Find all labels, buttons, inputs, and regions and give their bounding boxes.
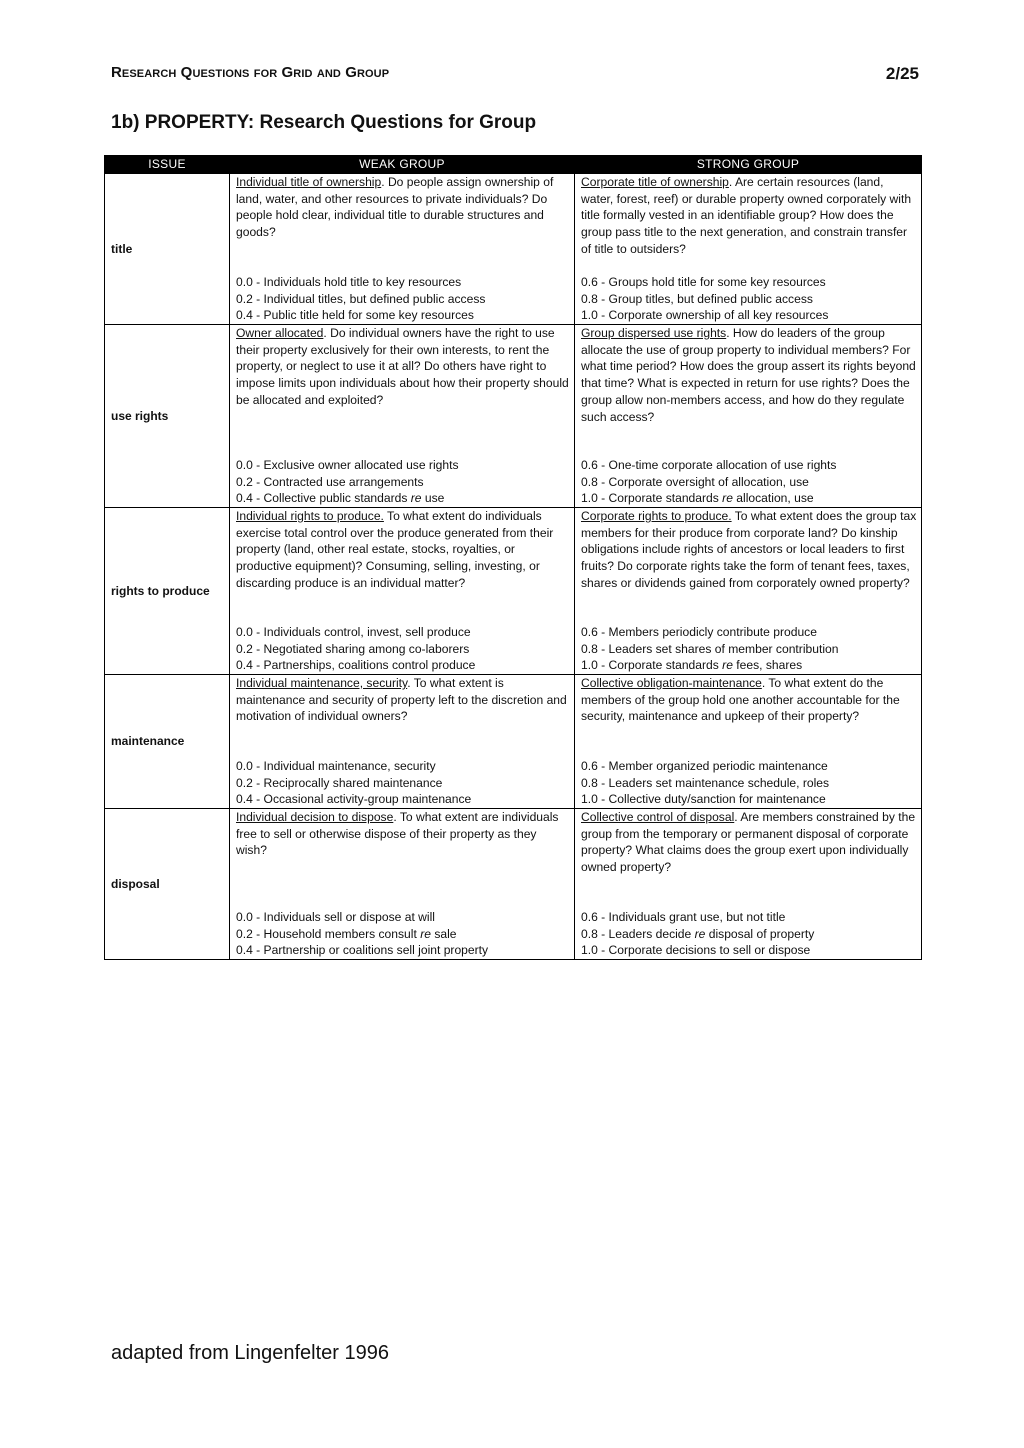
scoring-scale	[581, 758, 917, 808]
question-text: To what extent does the group tax members for their produce from corporate land? Do kinship obligations include rights of ancestors or local leaders to first fruits? Do corporate rights take the form of tenant fees, taxes, shares or dividends gained from corporately owned property?	[581, 509, 917, 590]
scoring-scale	[236, 457, 570, 507]
scale-item	[581, 942, 917, 959]
scale-item-text: 0.2 - Reciprocally shared maintenance	[236, 775, 443, 790]
issue-label: title	[111, 241, 133, 256]
research-question	[581, 325, 917, 425]
weak-group-cell	[230, 174, 575, 325]
scoring-scale	[236, 624, 570, 674]
scale-item	[581, 457, 917, 474]
question-heading: Collective control of disposal	[581, 810, 735, 824]
strong-group-cell	[575, 809, 922, 960]
scale-item-text: 0.4 - Collective public standards	[236, 491, 411, 506]
research-question	[236, 508, 570, 592]
scale-item-text: 1.0 - Collective duty/sanction for maintenance	[581, 792, 826, 807]
research-question	[581, 174, 917, 258]
scale-item-text: sale	[430, 926, 457, 941]
scale-item-italic: re	[420, 926, 431, 941]
scale-item	[236, 274, 570, 291]
weak-group-cell	[230, 809, 575, 960]
running-title: Research Questions for Grid and Group	[111, 64, 390, 81]
question-text: . How do leaders of the group allocate the use of group property to individual members? For what time period? How does the group assert its rights beyond that time? What is expected in return for use rights? Does the group allow non-members access, and how do they regulate such access?	[581, 326, 916, 424]
issue-cell	[105, 174, 230, 325]
column-header-weak-group: WEAK GROUP	[230, 156, 575, 174]
scale-item-text: 0.6 - Member organized periodic maintenance	[581, 758, 828, 773]
scale-item	[581, 624, 917, 641]
issue-label: use rights	[111, 408, 169, 423]
scale-item-text: 0.0 - Exclusive owner allocated use rights	[236, 457, 459, 472]
page-number: 2/25	[885, 64, 919, 83]
scale-item-text: 0.8 - Leaders set shares of member contribution	[581, 641, 839, 656]
scale-item-text: use	[421, 491, 445, 506]
table-row	[105, 174, 922, 325]
scale-item	[581, 474, 917, 491]
scale-item-text: 0.6 - One-time corporate allocation of use rights	[581, 457, 837, 472]
table-row	[105, 675, 922, 809]
scale-item-text: allocation, use	[732, 491, 814, 506]
question-text: . Do individual owners have the right to use their property exclusively for their own interests, to rent the property, or neglect to use it at all? Do others have right to impose limits upon individuals about how their property should be allocated and exploited?	[236, 326, 569, 407]
question-heading: Individual maintenance, security	[236, 676, 408, 690]
question-text: . To what extent is maintenance and security of property left to the discretion and motivation of individual owners?	[236, 676, 567, 724]
scale-item-italic: re	[694, 926, 706, 941]
source-citation: adapted from Lingenfelter 1996	[111, 1342, 389, 1364]
issue-cell	[105, 675, 230, 809]
scale-item	[581, 490, 917, 507]
scale-item-text: 0.0 - Individuals sell or dispose at will	[236, 909, 435, 924]
scale-item	[236, 474, 570, 491]
strong-group-cell	[575, 325, 922, 508]
scale-item	[581, 641, 917, 658]
issue-cell	[105, 508, 230, 675]
scale-item	[581, 657, 917, 674]
scale-item-text: 0.4 - Occasional activity-group maintenance	[236, 792, 472, 807]
question-heading: Corporate title of ownership	[581, 175, 729, 189]
scoring-scale	[581, 274, 917, 324]
scale-item-text: 0.6 - Individuals grant use, but not title	[581, 909, 786, 924]
scale-item	[581, 758, 917, 775]
question-heading: Collective obligation-maintenance	[581, 676, 762, 690]
weak-group-cell	[230, 675, 575, 809]
issue-label: disposal	[111, 876, 160, 891]
question-text: To what extent do individuals exercise total control over the produce generated from their property (land, other real estate, stocks, royalties, or productive equipment)? Consuming, selling, investing, or discarding produce is an individual matter?	[236, 509, 554, 590]
research-question	[581, 809, 917, 876]
scale-item	[581, 791, 917, 808]
issue-label: maintenance	[111, 734, 185, 749]
column-header-issue: ISSUE	[105, 156, 230, 174]
scale-item-text: 0.0 - Individual maintenance, security	[236, 758, 436, 773]
scale-item-text: 0.4 - Public title held for some key resources	[236, 308, 474, 323]
running-header	[111, 64, 919, 88]
scale-item-text: 0.4 - Partnerships, coalitions control produce	[236, 658, 476, 673]
weak-group-cell	[230, 508, 575, 675]
scale-item	[236, 307, 570, 324]
table-header-row	[105, 156, 922, 174]
scale-item	[581, 307, 917, 324]
scoring-scale	[581, 909, 917, 959]
question-text: . Are members constrained by the group from the temporary or permanent disposal of corporate property? What claims does the group exert upon individually owned property?	[581, 810, 916, 875]
scale-item-text: 1.0 - Corporate ownership of all key resources	[581, 308, 829, 323]
strong-group-cell	[575, 508, 922, 675]
scale-item-text: 0.0 - Individuals control, invest, sell produce	[236, 624, 471, 639]
scale-item	[236, 926, 570, 943]
strong-group-cell	[575, 675, 922, 809]
research-question	[236, 809, 570, 859]
issue-label: rights to produce	[111, 583, 210, 598]
scale-item-text: 0.4 - Partnership or coalitions sell joint property	[236, 943, 489, 958]
research-question	[581, 508, 917, 592]
question-heading: Individual title of ownership	[236, 175, 382, 189]
strong-group-cell	[575, 174, 922, 325]
scale-item	[581, 775, 917, 792]
scale-item-text: 0.8 - Leaders decide	[581, 926, 695, 941]
scale-item	[236, 909, 570, 926]
scale-item	[236, 641, 570, 658]
scoring-scale	[236, 274, 570, 324]
table-row	[105, 809, 922, 960]
scale-item-text: 1.0 - Corporate decisions to sell or dispose	[581, 943, 811, 958]
question-text: . To what extent are individuals free to sell or otherwise dispose of their property as they wish?	[236, 810, 559, 858]
scale-item-text: 0.0 - Individuals hold title to key resources	[236, 274, 462, 289]
scale-item-text: fees, shares	[732, 658, 803, 673]
scale-item	[581, 926, 917, 943]
table-row	[105, 325, 922, 508]
research-question	[236, 174, 570, 241]
scoring-scale	[581, 457, 917, 507]
question-text: . Do people assign ownership of land, water, and other resources to private individuals? Do people hold clear, individual title to durable structures and goods?	[236, 175, 554, 240]
question-heading: Individual decision to dispose	[236, 810, 394, 824]
scale-item	[236, 791, 570, 808]
scale-item-text: 1.0 - Corporate standards	[581, 491, 723, 506]
column-header-strong-group: STRONG GROUP	[575, 156, 922, 174]
scale-item-text: 0.8 - Group titles, but defined public access	[581, 291, 813, 306]
scale-item	[236, 457, 570, 474]
scale-item-text: 0.6 - Members periodicly contribute produce	[581, 624, 817, 639]
scale-item	[236, 657, 570, 674]
table-row	[105, 508, 922, 675]
scale-item	[581, 274, 917, 291]
research-question	[236, 675, 570, 725]
scoring-scale	[236, 909, 570, 959]
scale-item	[236, 291, 570, 308]
scale-item	[236, 490, 570, 507]
scale-item	[581, 909, 917, 926]
scale-item-text: 0.2 - Household members consult	[236, 926, 421, 941]
issue-cell	[105, 809, 230, 960]
scale-item-text: 1.0 - Corporate standards	[581, 658, 723, 673]
scale-item	[236, 942, 570, 959]
question-heading: Group dispersed use rights	[581, 326, 727, 340]
question-heading: Corporate rights to produce.	[581, 509, 732, 523]
issue-cell	[105, 325, 230, 508]
scale-item	[236, 758, 570, 775]
weak-group-cell	[230, 325, 575, 508]
scale-item-text: 0.6 - Groups hold title for some key resources	[581, 274, 826, 289]
scale-item-text: 0.2 - Individual titles, but defined public access	[236, 291, 486, 306]
scale-item-italic: re	[410, 491, 422, 506]
scale-item	[236, 624, 570, 641]
research-question	[581, 675, 917, 725]
question-text: . To what extent do the members of the group hold one another accountable for the security, maintenance and upkeep of their property?	[581, 676, 900, 724]
scale-item-text: 0.8 - Corporate oversight of allocation, use	[581, 474, 809, 489]
question-heading: Owner allocated	[236, 326, 324, 340]
scale-item-italic: re	[722, 491, 733, 506]
scale-item-text: disposal of property	[705, 926, 815, 941]
scale-item-italic: re	[722, 658, 733, 673]
scale-item-text: 0.8 - Leaders set maintenance schedule, roles	[581, 775, 830, 790]
scale-item-text: 0.2 - Contracted use arrangements	[236, 474, 424, 489]
research-question	[236, 325, 570, 409]
question-text: . Are certain resources (land, water, forest, reef) or durable property owned corporately with title formally vested in an identifiable group? How does the group pass title to the next generation, and constrain transfer of title to outsiders?	[581, 175, 912, 256]
scale-item-text: 0.2 - Negotiated sharing among co-laborers	[236, 641, 470, 656]
research-questions-table	[104, 155, 922, 960]
scale-item	[581, 291, 917, 308]
scoring-scale	[581, 624, 917, 674]
question-heading: Individual rights to produce.	[236, 509, 384, 523]
scoring-scale	[236, 758, 570, 808]
scale-item	[236, 775, 570, 792]
section-title: 1b) PROPERTY: Research Questions for Group	[111, 112, 537, 133]
